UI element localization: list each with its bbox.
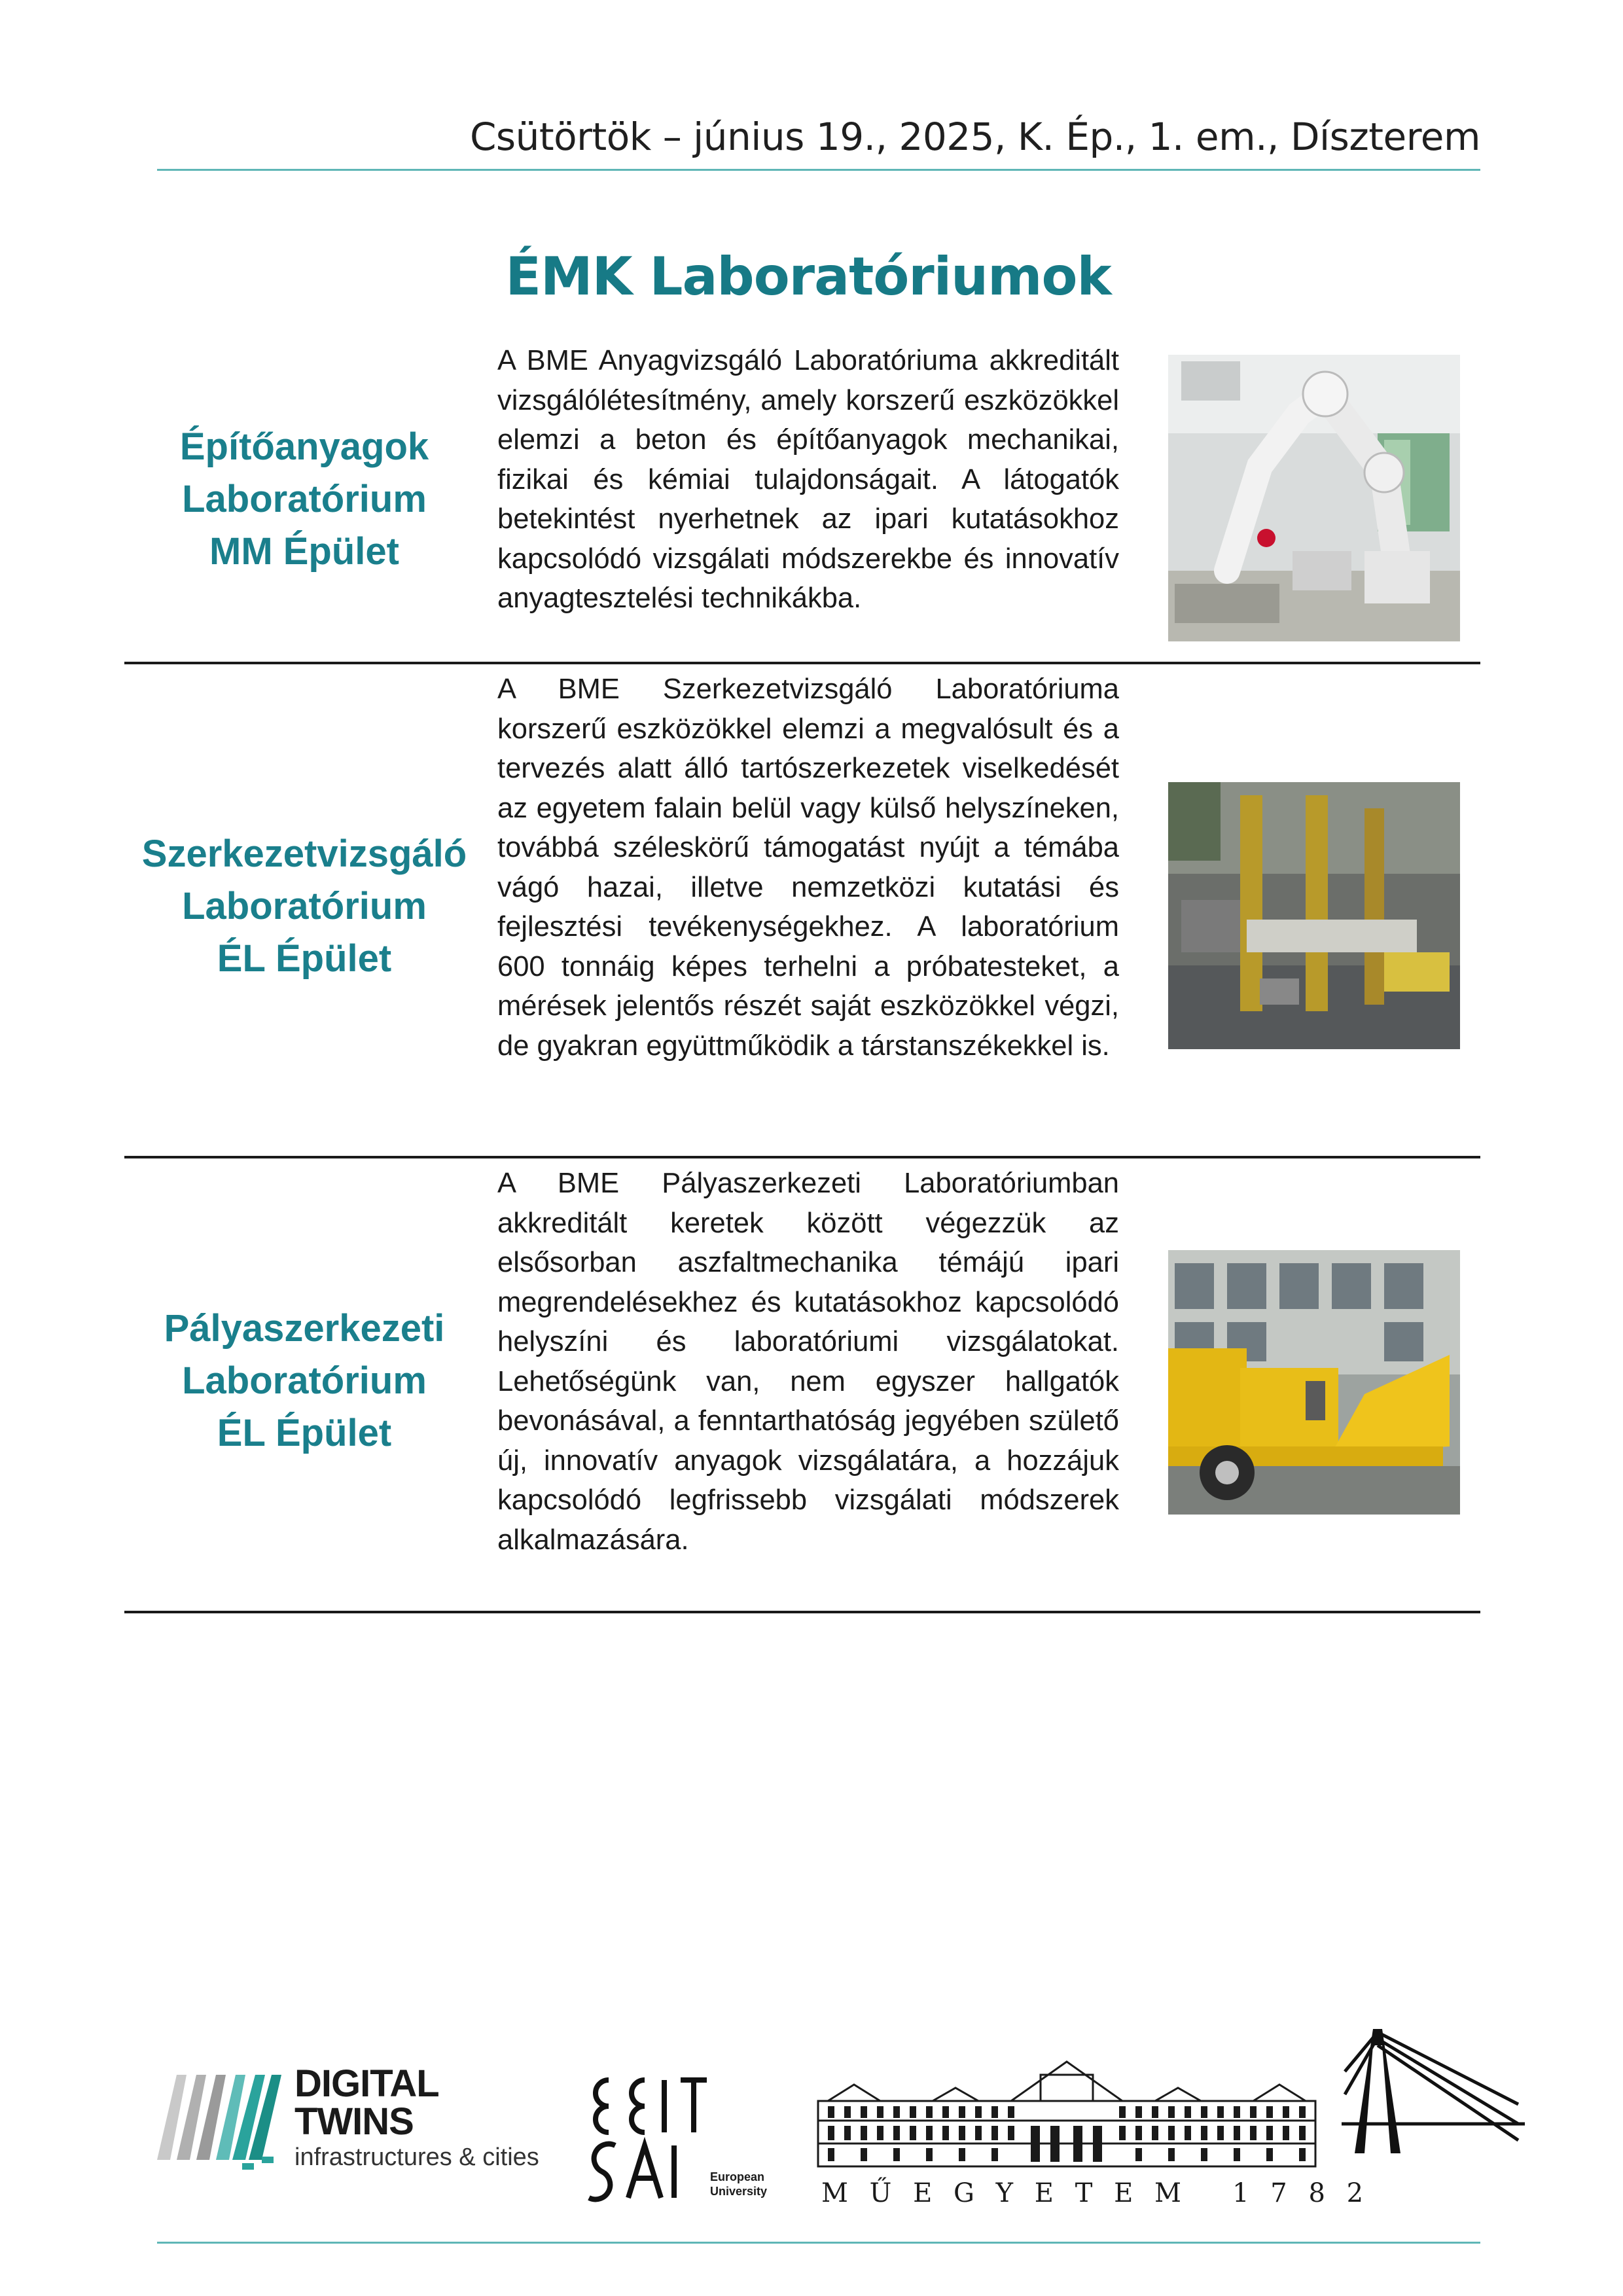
enlight-mark-icon [582,2073,713,2204]
digital-twins-mark-icon [157,2062,288,2173]
event-datetime-location: Csütörtök – június 19., 2025, K. Ép., 1. em., Díszterem [469,115,1480,159]
footer-divider [157,2242,1480,2244]
page-title: ÉMK Laboratóriumok [505,246,1111,307]
bridge-logo [1342,2026,1525,2157]
digital-twins-line2: TWINS [294,2100,414,2143]
lab-row-szerkezetvizsgalo [124,664,1480,1158]
muegyetem-building-icon [815,2055,1319,2170]
lab-row-epitoanyagok [124,337,1480,664]
lab-description: A BME Szerkezetvizsgáló Laboratóriuma korszerű eszközökkel elemzi a megvalósult és a tervezés alatt álló tartószerkezetek viselkedését az egyetem falain belül vagy külső helyszíneken, továbbá széleskörű támogatást nyújt a témába vágó hazai, illetve nemzetközi kutatási és fejlesztési tevékenységekhez. A laboratórium 600 tonnáig képes terhelni a próbatesteket, a mérések jelentős részét saját eszközökkel végzi, de gyakran együttműködik a társtanszékekkel is. [497,673,1119,1062]
lab-photo-structural-test-frame [1168,782,1460,1049]
digital-twins-line1: DIGITAL [294,2062,439,2105]
page-header [157,108,1480,171]
lab-name: Pályaszerkezeti Laboratórium ÉL Épület [164,1307,445,1454]
muegyetem-caption: M Ű E G Y E T E M 1 7 8 2 [821,2178,1370,2208]
enlight-tagline-1: European [710,2170,765,2183]
lab-name: Építőanyagok Laboratórium MM Épület [179,425,429,573]
muegyetem-logo [815,2055,1370,2212]
lab-name: Szerkezetvizsgáló Laboratórium ÉL Épület [141,833,467,980]
lab-photo-asphalt-trailer [1168,1250,1460,1515]
cable-bridge-icon [1342,2026,1525,2157]
lab-description: A BME Anyagvizsgáló Laboratóriuma akkreditált vizsgálólétesítmény, amely korszerű eszközökkel elemzi a beton és építőanyagok mechanikai, fizikai és kémiai tulajdonságait. A látogatók betekintést nyerhetnek az ipari kutatásokhoz kapcsolódó vizsgálati módszerekbe és innovatív anyagtesztelési technikákba. [497,345,1119,614]
digital-twins-line3: infrastructures & cities [294,2144,539,2171]
digital-twins-logo [157,2062,576,2173]
lab-description: A BME Pályaszerkezeti Laboratóriumban akkreditált keretek között végezzük az elsősorban aszfaltmechanika témájú ipari megrendelésekhez és kutatásokhoz kapcsolódó helyszíni és laboratóriumi vizsgálatokat. Lehetőségünk van, nem egyszer hallgatók bevonásával, a fenntarthatóság jegyében születő új, innovatív anyagok vizsgálatára, a hozzájuk kapcsolódó legfrissebb vizsgálati módszerek alkalmazására. [497,1168,1119,1556]
enlight-tagline-2: University [710,2185,768,2198]
lab-row-palyaszerkezeti [124,1158,1480,1613]
lab-photo-robot-arm [1168,355,1460,641]
enlight-logo [582,2073,779,2204]
